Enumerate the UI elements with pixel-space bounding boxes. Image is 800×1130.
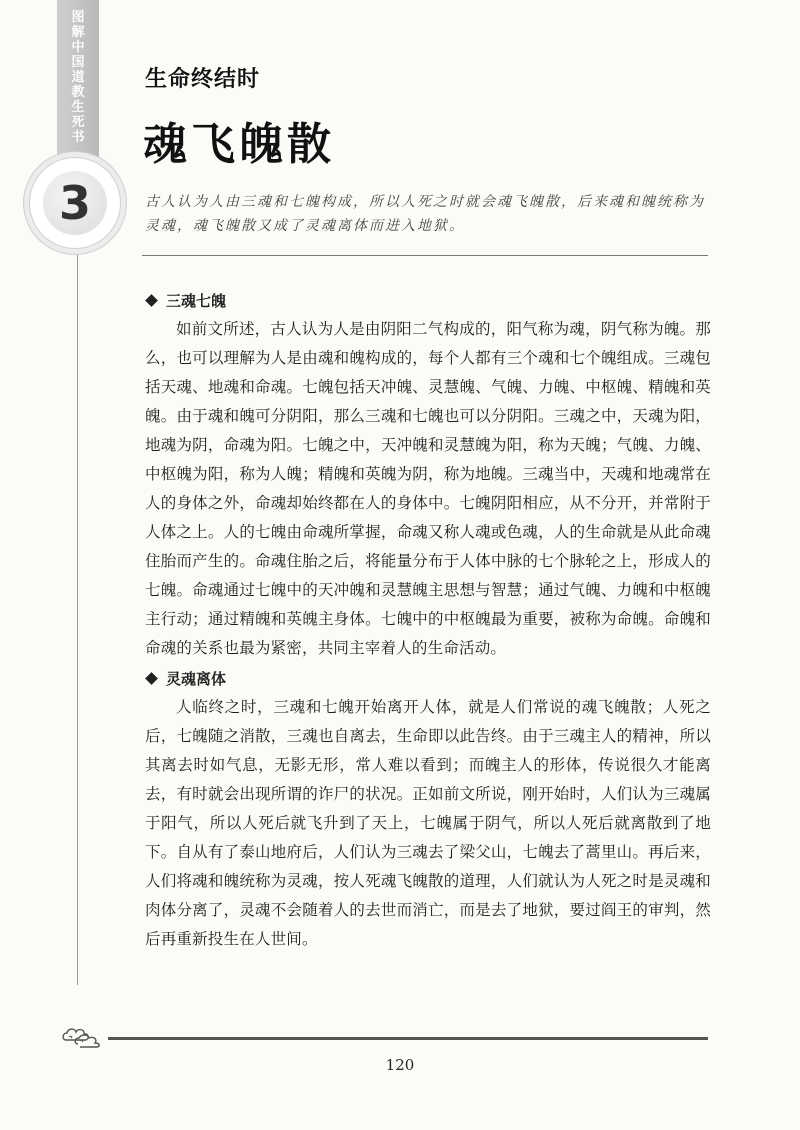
page-number: 120: [385, 1056, 415, 1074]
book-title-char: 死: [71, 115, 85, 130]
section-heading-text: 灵魂离体: [166, 670, 227, 688]
cloud-ornament-icon: [60, 1022, 116, 1050]
book-title-char: 生: [71, 100, 85, 115]
book-title-char: 道: [71, 70, 85, 85]
book-title-char: 解: [71, 25, 85, 40]
header-divider: [142, 255, 708, 256]
section-heading-text: 三魂七魄: [166, 292, 227, 310]
spine-divider: [77, 245, 78, 985]
chapter-badge: [30, 158, 120, 248]
diamond-bullet-icon: [145, 672, 158, 685]
diamond-bullet-icon: [145, 294, 158, 307]
section-body: 如前文所述，古人认为人是由阴阳二气构成的，阳气称为魂，阴气称为魄。那么，也可以理解为人是由魂和魄构成的，每个人都有三个魂和七个魄组成。三魂包括天魂、地魂和命魂。七魄包括天冲魄、灵慧魄、气魄、力魄、中枢魄、精魄和英魄。由于魂和魄可分阴阳，那么三魂和七魄也可以分阴阳。三魂之中，天魂为阳，地魂为阴，命魂为阳。七魄之中，天冲魄和灵慧魄为阳，称为天魄；气魄、力魄、中枢魄为阳，称为人魄；精魄和英魄为阴，称为地魄。三魂当中，天魂和地魂常在人的身体之外，命魂却始终都在人的身体中。七魄阴阳相应，从不分开，并常附于人体之上。人的七魄由命魂所掌握，命魂又称人魂或色魂，人的生命就是从此命魂住胎而产生的。命魂住胎之后，将能量分布于人体中脉的七个脉轮之上，形成人的七魄。命魂通过七魄中的天冲魄和灵慧魄主思想与智慧；通过气魄、力魄和中枢魄主行动；通过精魄和英魄主身体。七魄中的中枢魄最为重要，被称为命魄。命魄和命魂的关系也最为紧密，共同主宰着人的生命活动。: [145, 320, 711, 657]
book-title-char: 图: [71, 10, 85, 25]
section-body: 人临终之时，三魂和七魄开始离开人体，就是人们常说的魂飞魄散；人死之后，七魄随之消散，三魂也自离去，生命即以此告终。由于三魂主人的精神，所以其离去时如气息，无影无形，常人难以看到；而魄主人的形体，传说很久才能离去，有时就会出现所谓的诈尸的状况。正如前文所说，刚开始时，人们认为三魂属于阳气，所以人死后就飞升到了天上，七魄属于阴气，所以人死后就离散到了地下。自从有了泰山地府后，人们认为三魂去了梁父山，七魄去了蒿里山。再后来，人们将魂和魄统称为灵魂，按人死魂飞魄散的道理，人们就认为人死之时是灵魂和肉体分离了，灵魂不会随着人的去世而消亡，而是去了地狱，要过阎王的审判，然后再重新投生在人世间。: [145, 698, 711, 948]
book-title-char: 教: [71, 85, 85, 100]
footer-divider: [108, 1037, 708, 1040]
spine-tab: [57, 0, 99, 162]
book-title-char: 中: [71, 40, 85, 55]
section-heading: [145, 668, 226, 689]
book-title-char: 书: [71, 130, 85, 145]
section-heading: [145, 290, 226, 311]
book-title-char: 国: [71, 55, 85, 70]
intro-paragraph: 古人认为人由三魂和七魄构成，所以人死之时就会魂飞魄散，后来魂和魄统称为灵魂，魂飞魄散又成了灵魂离体而进入地狱。: [145, 194, 705, 234]
page-kicker: 生命终结时: [145, 67, 261, 92]
chapter-number: 3: [43, 171, 107, 235]
page-title: 魂飞魄散: [143, 119, 335, 170]
book-title-vertical: [57, 10, 99, 145]
